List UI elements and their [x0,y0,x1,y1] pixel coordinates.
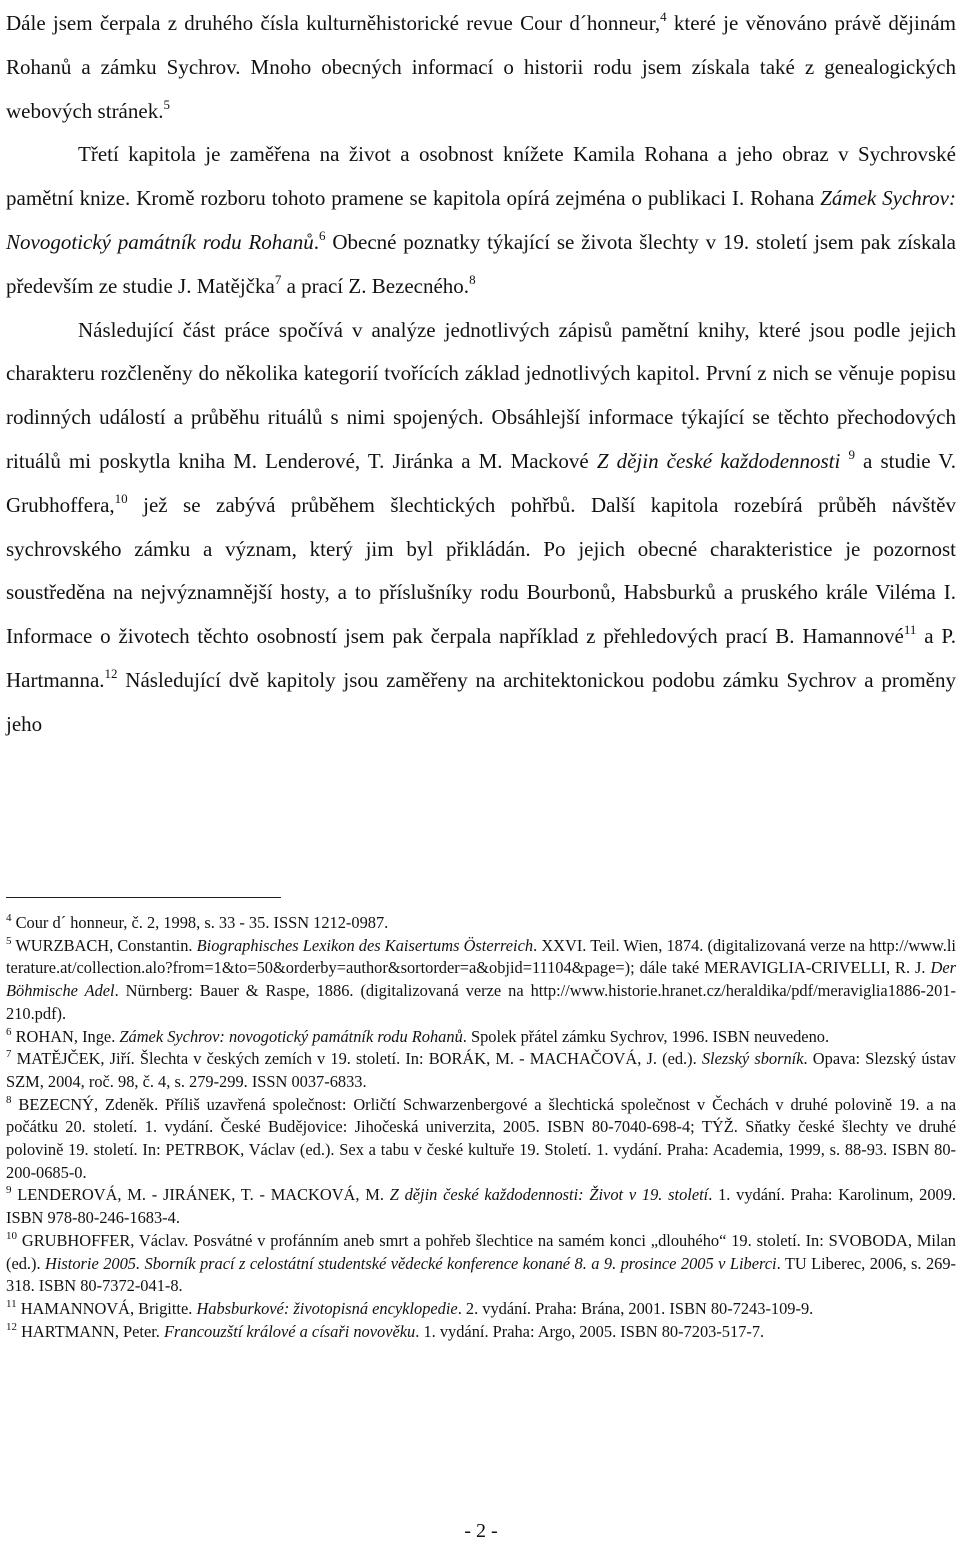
page-number: - 2 - [464,1520,498,1542]
text-run: Třetí kapitola je zaměřena na život a osobnost knížete Kamila Rohana a jeho obraz v Sychrovské pamětní knize. Kromě rozboru tohoto pramene se kapitola opírá zejména o publikaci I. Rohana [6,142,956,211]
footnote-ref: 12 [6,1320,17,1333]
text-run: jež se zabývá průběhem šlechtických pohřbů. Další kapitola rozebírá průběh návštěv sychrovského zámku a význam, který jim byl přikládán. Po jejich obecné charakteristice je pozornost soustředěna na nejvýznamnější hosty, a to příslušníky rodu Bourbonů, Habsburků a pruského krále Viléma I. Informace o životech těchto osobností jsem pak čerpala například z přehledových prací B. Hamannové [6,492,956,649]
text-run: a prací Z. Bezecného. [281,273,470,298]
footnote-ref: 10 [6,1229,17,1242]
italic-title: Zámek Sychrov: novogotický památník rodu Rohanů [119,1026,463,1046]
footnote [6,1048,956,1093]
text-run: MATĚJČEK, Jiří. Šlechta v českých zemích v 19. století. In: BORÁK, M. - MACHAČOVÁ, J. (ed.). [11,1049,702,1069]
text-run: GRUBHOFFER, Václav. Posvátné v profánním aneb smrt a pohřeb šlechtice na samém konci „dlouhého“ 19. století. In: SVOBODA, Milan (ed.). [6,1230,956,1273]
footnotes [6,912,956,1343]
text-run: BEZECNÝ, Zdeněk. Příliš uzavřená společnost: Orličtí Schwarzenbergové a šlechtická společnost v Čechách v druhé polovině 19. a na počátku 20. století. 1. vydání. České Budějovice: Jihočeská univerzita, 2005. ISBN 80-7040-698-4; TÝŽ. Sňatky české šlechty ve druhé polovině 19. století. In: PETRBOK, Václav (ed.). Sex a tabu v české kultuře 19. Století. 1. vydání. Praha: Academia, 1999, s. 88-93. ISBN 80-200-0685-0. [6,1094,956,1182]
footnote-ref: 11 [6,1297,17,1310]
footnote-ref: 9 [6,1184,12,1197]
text-run: . TU Liberec, 2006, s. 269-318. ISBN 80-7372-041-8. [6,1253,956,1296]
footnote [6,1230,956,1298]
text-run: LENDEROVÁ, M. - JIRÁNEK, T. - MACKOVÁ, M. [11,1185,390,1205]
footnote [6,1184,956,1229]
text-run: HAMANNOVÁ, Brigitte. [16,1298,197,1318]
text-run: Následující dvě kapitoly jsou zaměřeny na architektonickou podobu zámku Sychrov a proměny jeho [6,667,956,736]
italic-title: Biographisches Lexikon des Kaisertums Österreich [196,935,534,955]
italic-title: Z dějin české každodennosti: Život v 19. století [389,1185,709,1205]
text-run: . 1. vydání. Praha: Argo, 2005. ISBN 80-7203-517-7. [415,1321,765,1341]
text-run: . 2. vydání. Praha: Brána, 2001. ISBN 80-7243-109-9. [457,1298,814,1318]
footnote-ref: 5 [163,96,170,112]
footnote-ref: 11 [903,622,917,638]
italic-title: Z dějin české každodennosti [596,448,841,473]
italic-title: Francouzští králové a císaři novověku [163,1321,416,1341]
text-run: dále také MERAVIGLIA-CRIVELLI, R. J. [634,958,931,978]
footnote-ref: 8 [6,1093,12,1106]
paragraph [6,2,956,133]
text-run: WURZBACH, Constantin. [11,935,197,955]
footnote [6,1026,956,1049]
footnote [6,1094,956,1185]
text-run: . 1. vydání. Praha: Karolinum, 2009. ISBN 978-80-246-1683-4. [6,1185,957,1228]
footnote-ref: 6 [6,1025,12,1038]
text-run: . XXVI. Teil. Wien, 1874. (digitalizovaná verze na [533,935,870,955]
footnote [6,1321,956,1344]
footnote-ref: 5 [6,934,12,947]
main-text [6,2,956,747]
footnote [6,912,956,935]
footnote [6,935,956,1026]
text-run: ROHAN, Inge. [11,1026,120,1046]
italic-title: Habsburkové: životopisná encyklopedie [196,1298,458,1318]
text-run: Následující část práce spočívá v analýze jednotlivých zápisů pamětní knihy, které jsou podle jejich charakteru rozčleněny do několika kategorií tvořících základ jednotlivých kapitol. První z nich se věnuje popisu rodinných událostí a průběhu rituálů s nimi spojených. Obsáhlejší informace týkající se těchto přechodových rituálů mi poskytla kniha M. Lenderové, T. Jiránka a M. Mackové [6,317,956,473]
text-run: Dále jsem čerpala z druhého čísla kulturněhistorické revue Cour d´honneur, [6,11,661,35]
footnote-ref: 7 [6,1048,12,1061]
footnote-ref: 8 [469,271,476,287]
footnote-ref: 4 [660,9,667,24]
italic-title: Der Böhmische Adel [6,958,956,1001]
text-run: . Opava: Slezský ústav SZM, 2004, roč. 98, č. 4, s. 279-299. ISSN 0037-6833. [6,1049,957,1091]
italic-title: Zámek Sychrov: Novogotický památník rodu Rohanů [6,186,956,254]
footnote-ref: 7 [274,271,282,287]
text-run: . [313,229,320,254]
footnote-ref: 6 [319,227,326,243]
text-run: Cour d´ honneur, č. 2, 1998, s. 33 - 35. ISSN 1212-0987. [11,913,389,932]
text-run: Obecné poznatky týkající se života šlechty v 19. století jsem pak získala především ze studie J. Matějčka [6,229,956,298]
italic-title: Slezský sborník [701,1049,804,1069]
text-run: . Nürnberg: Bauer & Raspe, 1886. (digitalizovaná verze na http://www.historie.hranet.cz/heraldika/pdf/meraviglia1886-201-210.pdf). [6,981,956,1023]
text-run: . Spolek přátel zámku Sychrov, 1996. ISBN neuvedeno. [462,1026,830,1046]
footnote-ref: 9 [848,446,855,462]
footnote [6,1298,956,1321]
text-run: a studie V. Grubhoffera, [6,448,957,517]
footnote-ref: 10 [114,490,128,506]
paragraph [6,309,956,747]
footnote-separator [6,897,281,898]
text-run: HARTMANN, Peter. [17,1321,164,1341]
text-run: které je věnováno právě dějinám Rohanů a zámku Sychrov. Mnoho obecných informací o historii rodu jsem získala také z genealogických webových stránek. [6,11,957,123]
footnote-ref: 4 [6,912,12,924]
italic-title: Historie 2005. Sborník prací z celostátní studentské vědecké konference konané 8. a 9. prosince 2005 v Liberci [45,1253,777,1273]
text-run: a P. Hartmanna. [6,624,956,692]
footnote-ref: 12 [104,665,118,681]
url-text: http://www.literature.at/collection.alo?from=1&to=50&orderby=author&sortorder=a&objid=11104&page=); [6,935,956,978]
paragraph [6,133,956,308]
